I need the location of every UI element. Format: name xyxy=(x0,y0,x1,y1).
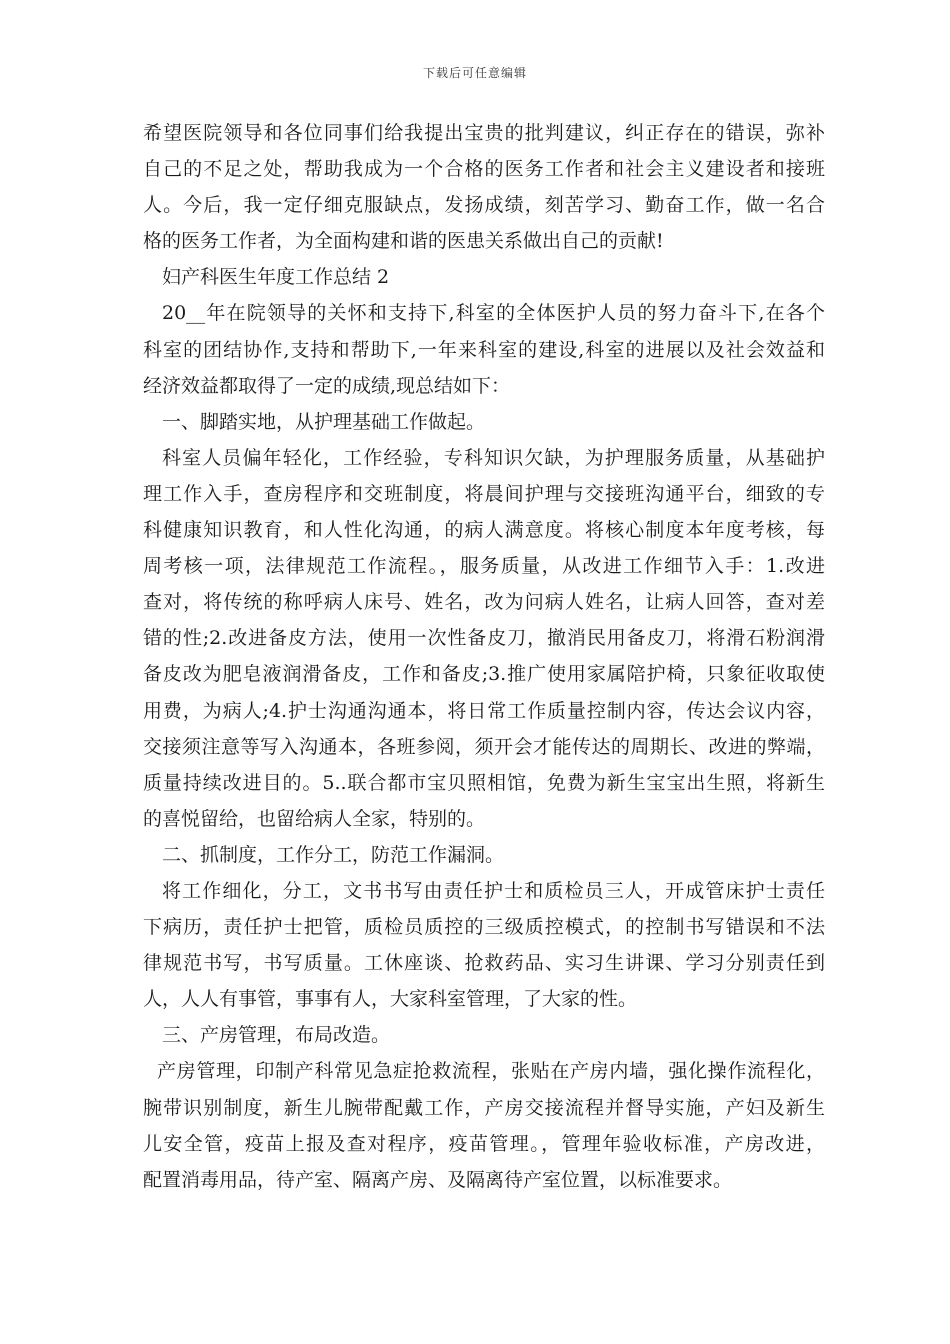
document-body xyxy=(143,115,825,1198)
section-heading: 一、脚踏实地，从护理基础工作做起。 xyxy=(162,410,486,433)
text-line: 的喜悦留给，也留给病人全家，特别的。 xyxy=(143,807,486,830)
text-line: 科健康知识教育，和人性化沟通，的病人满意度。将核心制度本年度考核，每 xyxy=(143,519,825,542)
text-line: 20__年在院领导的关怀和支持下,科室的全体医护人员的努力奋斗下,在各个 xyxy=(162,302,825,325)
text-line: 希望医院领导和各位同事们给我提出宝贵的批判建议，纠正存在的错误，弥补 xyxy=(143,122,825,144)
text-line: 交接须注意等写入沟通本，各班参阅，须开会才能传达的周期长、改进的弊端， xyxy=(143,735,825,758)
text-line: 周考核一项，法律规范工作流程。，服务质量，从改进工作细节入手：1.改进 xyxy=(143,555,825,578)
text-line: 科室的团结协作,支持和帮助下,一年来科室的建设,科室的进展以及社会效益和 xyxy=(143,338,825,361)
text-line: 产房管理，印制产科常见急症抢救流程，张贴在产房内墙，强化操作流程化， xyxy=(157,1060,825,1083)
text-line: 错的性;2.改进备皮方法，使用一次性备皮刀，撤消民用备皮刀，将滑石粉润滑 xyxy=(143,627,825,650)
text-line: 质量持续改进目的。5..联合都市宝贝照相馆，免费为新生宝宝出生照，将新生 xyxy=(143,771,825,794)
section-title: 妇产科医生年度工作总结 2 xyxy=(162,266,390,289)
section-heading: 三、产房管理，布局改造。 xyxy=(162,1024,391,1047)
text-line: 律规范书写，书写质量。工休座谈、抢救药品、实习生讲课、学习分别责任到 xyxy=(143,952,825,975)
section-heading: 二、抓制度，工作分工，防范工作漏洞。 xyxy=(162,843,505,866)
text-line: 用费，为病人;4.护士沟通沟通本，将日常工作质量控制内容，传达会议内容， xyxy=(143,699,825,722)
text-line: 儿安全管，疫苗上报及查对程序，疫苗管理。，管理年验收标准，产房改进， xyxy=(143,1132,825,1155)
text-line: 科室人员偏年轻化，工作经验，专科知识欠缺，为护理服务质量，从基础护 xyxy=(162,446,825,469)
text-line: 查对，将传统的称呼病人床号、姓名，改为问病人姓名，让病人回答，查对差 xyxy=(143,591,825,614)
text-line: 人，人人有事管，事事有人，大家科室管理，了大家的性。 xyxy=(143,988,638,1011)
text-line: 人。今后，我一定仔细克服缺点，发扬成绩，刻苦学习、勤奋工作，做一名合 xyxy=(143,194,825,217)
text-line: 配置消毒用品，待产室、隔离产房、及隔离待产室位置，以标准要求。 xyxy=(143,1168,733,1191)
text-line: 理工作入手，查房程序和交班制度，将晨间护理与交接班沟通平台，细致的专 xyxy=(143,482,825,505)
text-line: 自己的不足之处，帮助我成为一个合格的医务工作者和社会主义建设者和接班 xyxy=(143,158,825,181)
text-line: 备皮改为肥皂液润滑备皮，工作和备皮;3.推广使用家属陪护椅，只象征收取使 xyxy=(143,663,825,686)
text-line: 下病历，责任护士把管，质检员质控的三级质控模式，的控制书写错误和不法 xyxy=(143,916,825,939)
page-header-note: 下载后可任意编辑 xyxy=(422,66,527,80)
text-line: 经济效益都取得了一定的成绩,现总结如下： xyxy=(143,374,511,397)
text-line: 格的医务工作者，为全面构建和谐的医患关系做出自己的贡献! xyxy=(143,230,664,253)
text-line: 腕带识别制度，新生儿腕带配戴工作，产房交接流程并督导实施，产妇及新生 xyxy=(143,1096,825,1119)
text-line: 将工作细化，分工，文书书写由责任护士和质检员三人，开成管床护士责任 xyxy=(162,879,825,902)
